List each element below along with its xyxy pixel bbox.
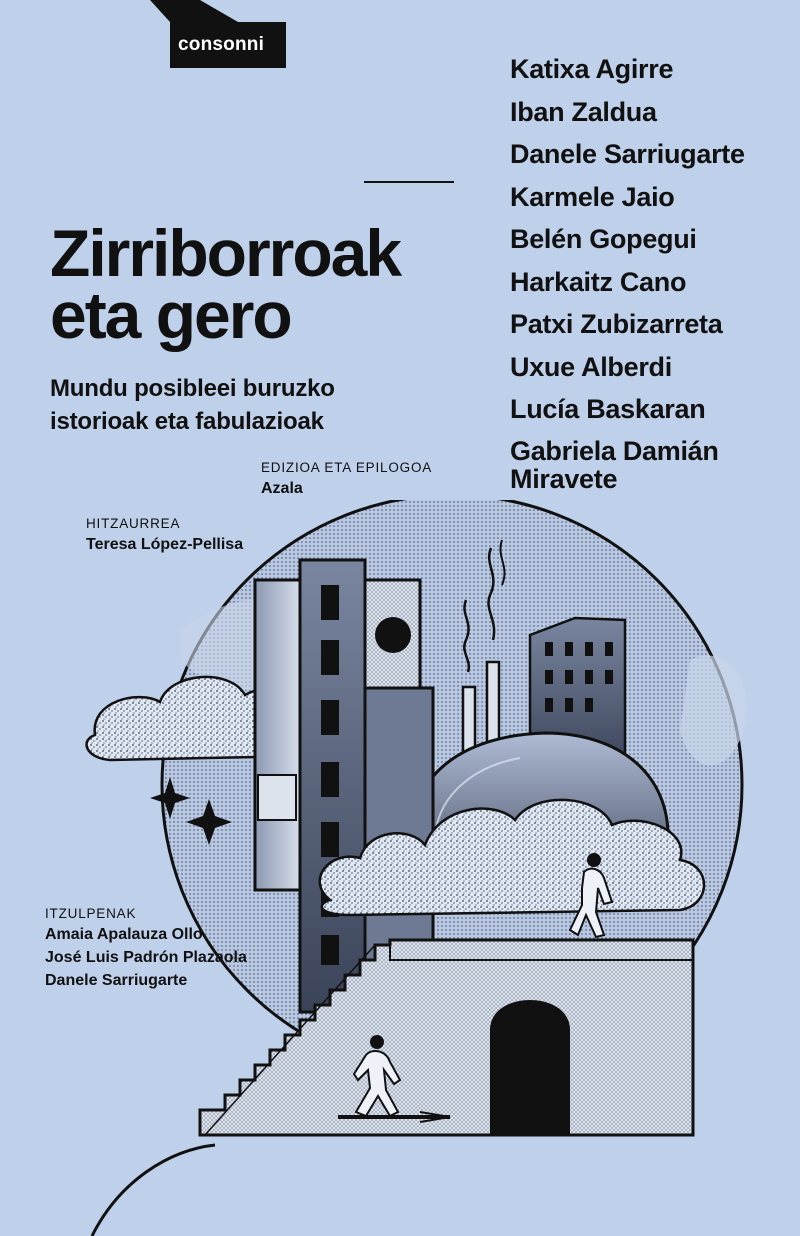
translators-credit (45, 905, 247, 992)
author-name: Harkaitz Cano (510, 266, 687, 297)
editor-credit (261, 459, 432, 500)
author-name-line1: Gabriela Damián (510, 435, 719, 466)
credit-role: ITZULPENAK (45, 906, 137, 921)
credit-role: EDIZIOA ETA EPILOGOA (261, 460, 433, 475)
arch-doorway-icon (490, 1000, 570, 1135)
author-name: Lucía Baskaran (510, 394, 706, 424)
author-name: Patxi Zubizarreta (510, 309, 723, 339)
author-name: Uxue Alberdi (510, 351, 672, 382)
credit-name: José Luis Padrón Plazaola (45, 949, 247, 966)
publisher-name: consonni (178, 34, 265, 55)
foreword-credit (86, 515, 243, 556)
author-name: Belén Gopegui (510, 224, 697, 254)
subtitle-line1: Mundu posibleei buruzko (50, 375, 335, 402)
divider-rule (364, 181, 454, 183)
book-title (50, 216, 401, 352)
title-line2: eta gero (50, 278, 291, 352)
credit-name: Azala (261, 480, 303, 497)
author-name-last (510, 431, 790, 493)
author-name: Karmele Jaio (510, 181, 675, 212)
author-name: Katixa Agirre (510, 54, 674, 84)
publisher-logo (150, 0, 290, 70)
author-name-line2: Miravete (510, 463, 618, 494)
credit-name: Danele Sarriugarte (45, 972, 188, 989)
credit-name: Teresa López-Pellisa (86, 536, 244, 553)
book-subtitle (50, 372, 335, 438)
credit-role: HITZAURREA (86, 516, 181, 531)
subtitle-line2: istorioak eta fabulazioak (50, 408, 324, 435)
author-name: Danele Sarriugarte (510, 139, 745, 169)
swoosh-line (92, 1145, 215, 1236)
credit-name: Amaia Apalauza Ollo (45, 926, 203, 943)
author-name: Iban Zaldua (510, 96, 657, 127)
title-line1: Zirriborroak (50, 216, 401, 290)
author-list (510, 48, 790, 493)
cover-illustration (0, 500, 800, 1236)
